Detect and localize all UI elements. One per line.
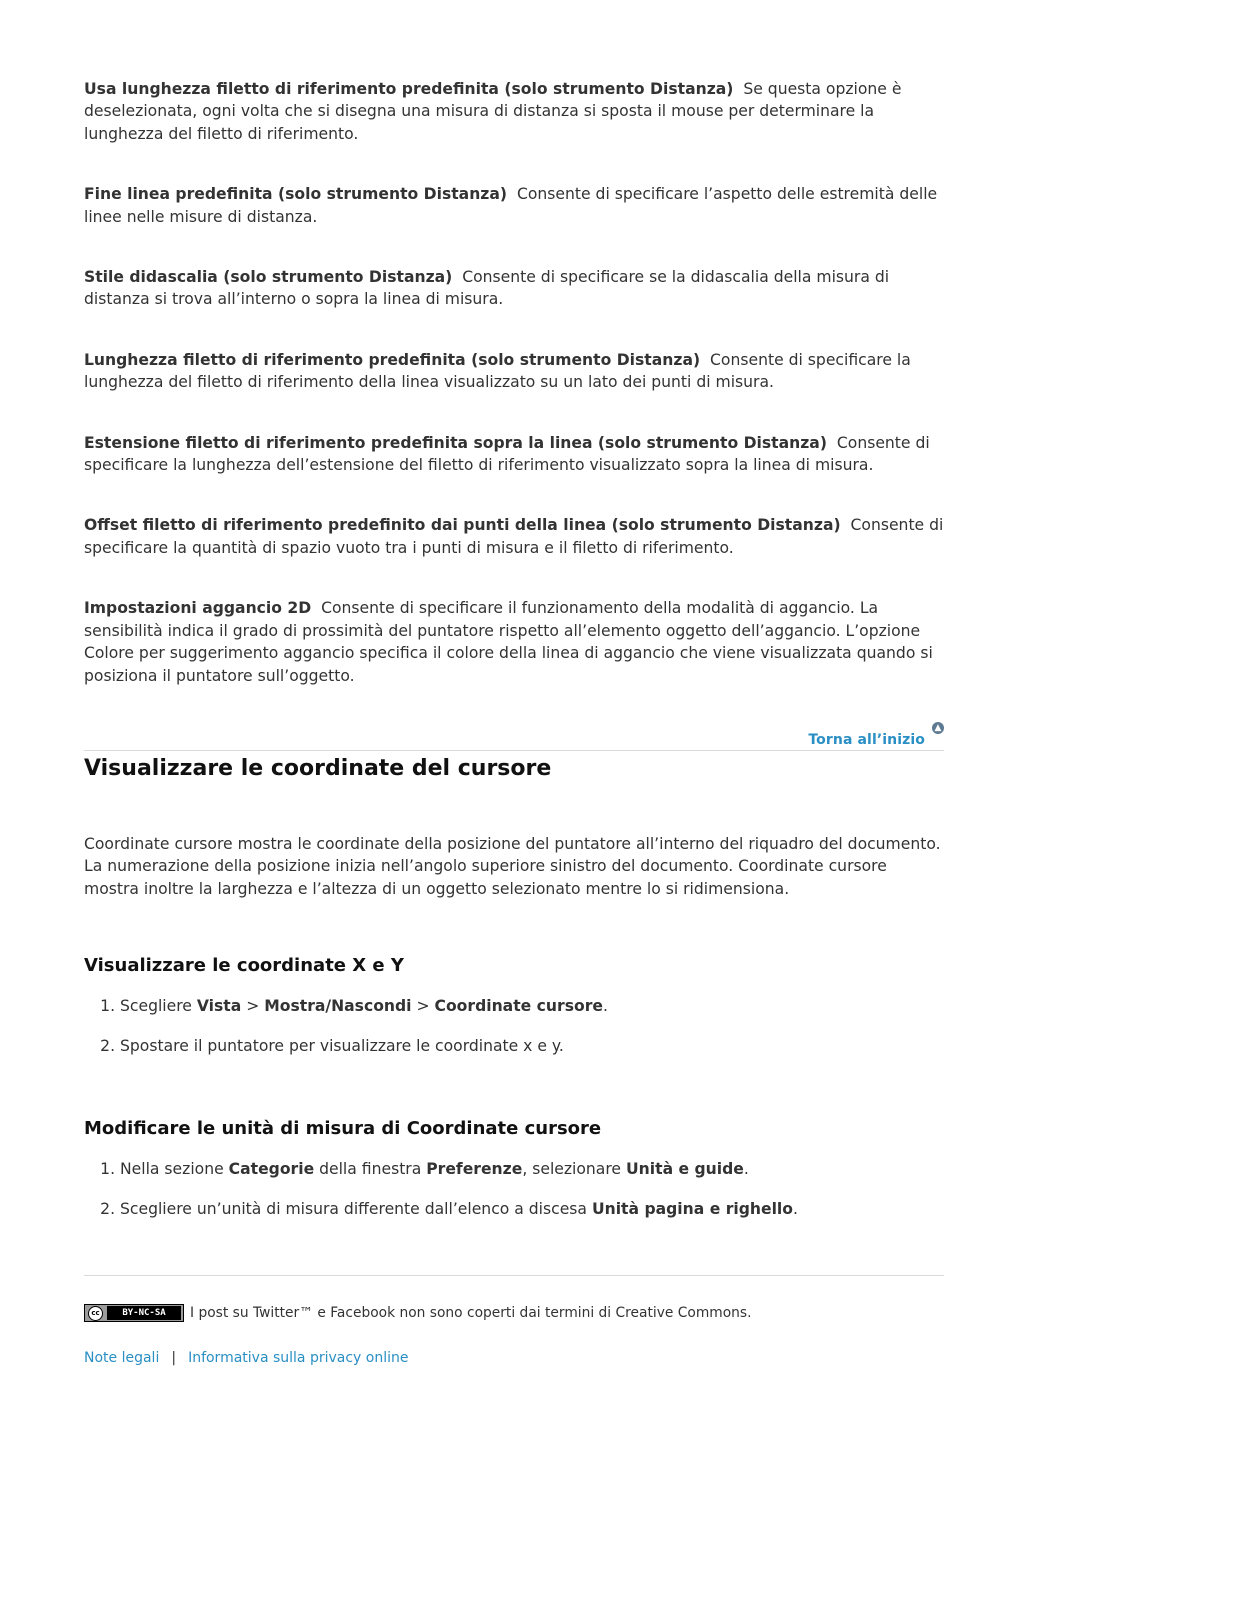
ui-term: Unità pagina e righello <box>591 1200 793 1218</box>
section-intro: Coordinate cursore mostra le coordinate della posizione del puntatore all’interno del riquadro del documento. La numerazione della posizione inizia nell’angolo superiore sinistro del documento. Coordinate cursore mostra inoltre la larghezza e l’altezza di un oggetto selezionato mentre lo si ridimensiona. <box>84 835 941 898</box>
step-text: > <box>411 997 435 1015</box>
step-text: . <box>743 1160 749 1178</box>
definition-item <box>84 266 944 311</box>
steps-list-xy <box>84 995 940 1075</box>
creative-commons-badge[interactable] <box>84 1304 184 1322</box>
definition-term: Estensione filetto di riferimento predefinita sopra la linea (solo strumento Distanza) <box>84 433 827 452</box>
list-item <box>120 1198 940 1220</box>
definition-desc: Consente di specificare la lunghezza del filetto di riferimento della linea visualizzato su un lato dei punti di misura. <box>84 350 911 392</box>
ui-term: Preferenze <box>426 1160 523 1178</box>
ui-term: Unità e guide <box>626 1160 744 1178</box>
definition-item <box>84 597 944 687</box>
step-text: Nella sezione <box>120 1160 229 1178</box>
step-text: Spostare il puntatore per visualizzare le coordinate x e y. <box>120 1037 564 1055</box>
step-text: . <box>602 997 608 1015</box>
back-to-top-link[interactable]: Torna all’inizio <box>808 732 925 748</box>
definition-desc: Consente di specificare l’aspetto delle estremità delle linee nelle misure di distanza. <box>84 185 938 226</box>
definitions-list <box>84 78 944 725</box>
definition-desc: Consente di specificare il funzionamento della modalità di aggancio. La sensibilità indica il grado di prossimità del puntatore rispetto all’elemento oggetto dell’aggancio. L’opzione Colore per suggerimento aggancio specifica il colore della linea di aggancio che viene visualizzata quando si posiziona il puntatore sull’oggetto. <box>84 599 933 685</box>
subsection-title-xy: Visualizzare le coordinate X e Y <box>84 955 404 976</box>
definition-term: Fine linea predefinita (solo strumento Distanza) <box>84 185 508 204</box>
arrow-up-circle-icon[interactable]: ▲ <box>932 722 944 734</box>
step-text: Scegliere <box>120 997 197 1015</box>
menu-name: Coordinate cursore <box>434 997 603 1015</box>
menu-name: Vista <box>196 997 242 1015</box>
link-separator: | <box>171 1350 177 1366</box>
step-text: Scegliere un’unità di misura differente dall’elenco a discesa <box>120 1200 592 1218</box>
definition-item <box>84 349 944 394</box>
definition-item <box>84 183 944 228</box>
license-text: I post su Twitter™ e Facebook non sono coperti dai termini di Creative Commons. <box>190 1305 752 1321</box>
definition-desc: Se questa opzione è deselezionata, ogni volta che si disegna una misura di distanza si sposta il mouse per determinare la lunghezza del filetto di riferimento. <box>84 80 902 143</box>
definition-term: Offset filetto di riferimento predefinito dai punti della linea (solo strumento Distanza) <box>84 516 841 535</box>
step-text: della finestra <box>314 1160 427 1178</box>
privacy-policy-link[interactable]: Informativa sulla privacy online <box>188 1350 409 1366</box>
menu-name: Mostra/Nascondi <box>264 997 412 1015</box>
section-title: Visualizzare le coordinate del cursore <box>84 756 552 781</box>
steps-list-units <box>84 1158 940 1238</box>
definition-item <box>84 514 944 559</box>
definition-term: Stile didascalia (solo strumento Distanza) <box>84 268 453 287</box>
back-to-top-bar <box>84 718 944 751</box>
legal-notes-link[interactable]: Note legali <box>84 1350 160 1366</box>
ui-term: Categorie <box>228 1160 315 1178</box>
step-text: . <box>792 1200 798 1218</box>
list-item <box>120 1035 940 1057</box>
license-notice <box>84 1304 751 1322</box>
step-text: > <box>241 997 265 1015</box>
footer-divider <box>84 1275 944 1276</box>
definition-item <box>84 432 944 477</box>
definition-term: Usa lunghezza filetto di riferimento predefinita (solo strumento Distanza) <box>84 80 734 98</box>
definition-desc: Consente di specificare la lunghezza dell’estensione del filetto di riferimento visualizzato sopra la linea di misura. <box>84 433 930 475</box>
definition-term: Lunghezza filetto di riferimento predefinita (solo strumento Distanza) <box>84 350 701 369</box>
list-item <box>120 995 940 1017</box>
definition-desc: Consente di specificare se la didascalia della misura di distanza si trova all’interno o sopra la linea di misura. <box>84 268 890 309</box>
definition-item <box>84 78 944 145</box>
definition-term: Impostazioni aggancio 2D <box>84 599 312 618</box>
cc-logo-icon: cc <box>88 1306 103 1321</box>
list-item <box>120 1158 940 1180</box>
definition-desc: Consente di specificare la quantità di spazio vuoto tra i punti di misura e il filetto di riferimento. <box>84 516 944 557</box>
subsection-title-units: Modificare le unità di misura di Coordinate cursore <box>84 1118 602 1139</box>
cc-license-label: BY-NC-SA <box>107 1306 181 1320</box>
step-text: , selezionare <box>522 1160 626 1178</box>
legal-links <box>84 1350 409 1366</box>
